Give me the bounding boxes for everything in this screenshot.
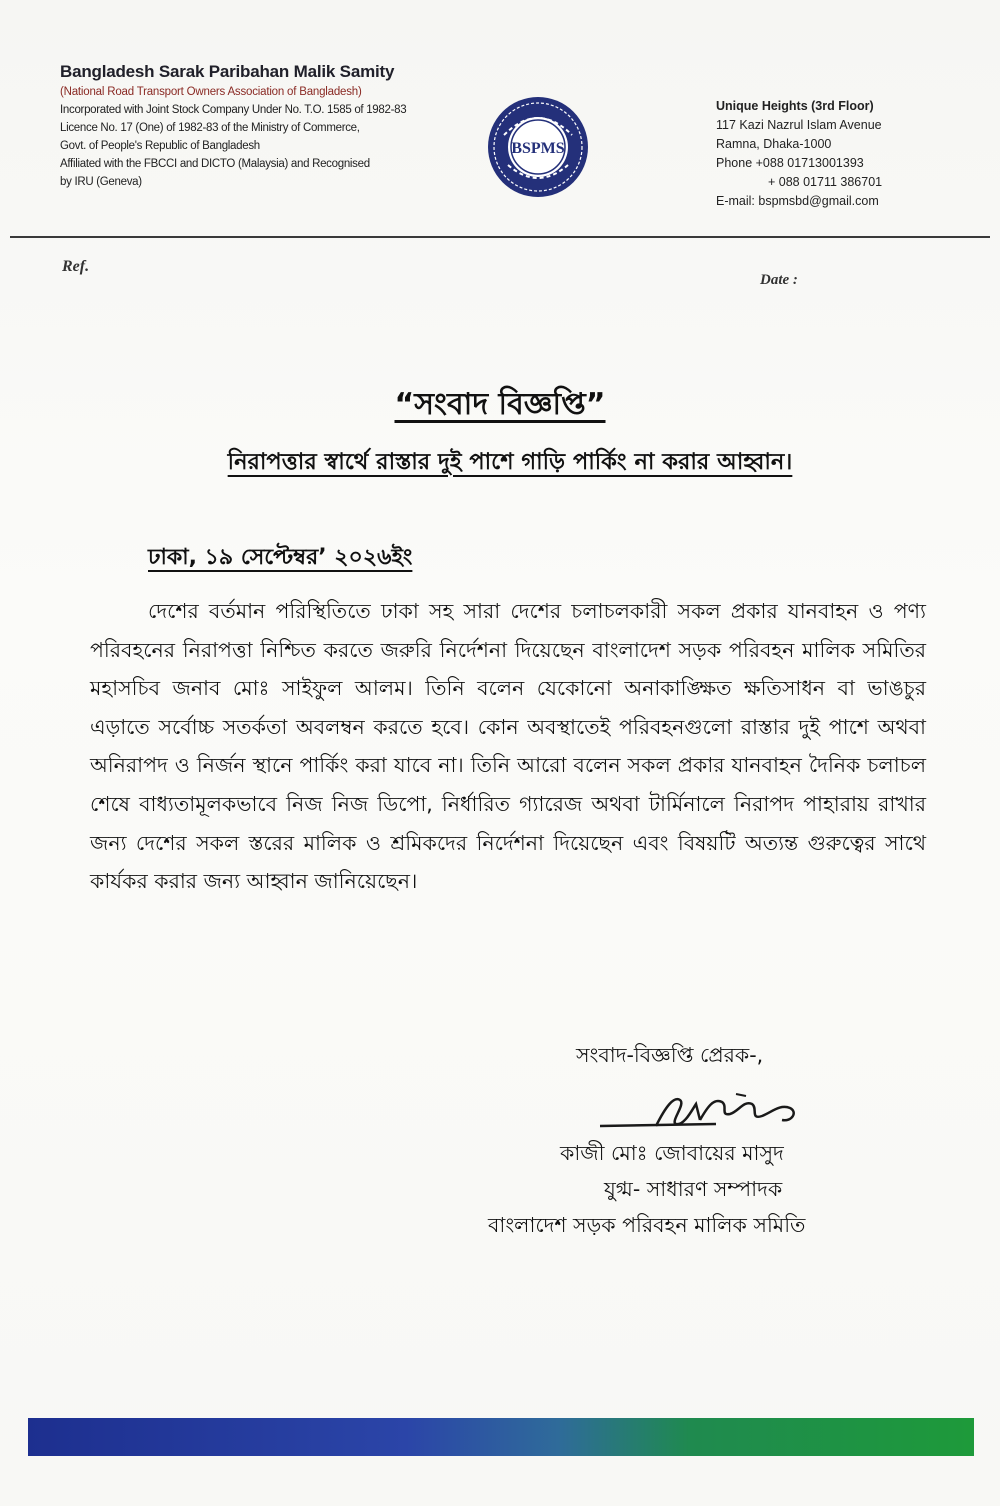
signatory-organization: বাংলাদেশ সড়ক পরিবহন মালিক সমিতি	[488, 1213, 806, 1237]
address-street: 117 Kazi Nazrul Islam Avenue	[716, 118, 882, 132]
press-release-subject: নিরাপত্তার স্বার্থে রাস্তার দুই পাশে গাড়ি পার্কিং না করার আহ্বান।	[227, 449, 793, 475]
org-licence-line: Licence No. 17 (One) of 1982-83 of the Ministry of Commerce,	[60, 122, 360, 134]
press-release-body: দেশের বর্তমান পরিস্থিতিতে ঢাকা সহ সারা দেশের চলাচলকারী সকল প্রকার যানবাহন ও পণ্য পরিবহনের নিরাপত্তা নিশ্চিত করতে জরুরি নির্দেশনা দিয়েছেন বাংলাদেশ সড়ক পরিবহন মালিক সমিতির মহাসচিব জনাব মোঃ সাইফুল আলম। তিনি বলেন যেকোনো অনাকাঙ্ক্ষিত ক্ষতিসাধন বা ভাঙচুর এড়াতে সর্বোচ্চ সতর্কতা অবলম্বন করতে হবে। কোন অবস্থাতেই পরিবহনগুলো রাস্তার দুই পাশে অথবা অনিরাপদ ও নির্জন স্থানে পার্কিং করা যাবে না। তিনি আরো বলেন সকল প্রকার যানবাহন দৈনিক চলাচল শেষে বাধ্যতামূলকভাবে নিজ নিজ ডিপো, নির্ধারিত গ্যারেজ অথবা টার্মিনালে নিরাপদ পাহারায় রাখার জন্য দেশের সকল স্তরের মালিক ও শ্রমিকদের নির্দেশনা দিয়েছেন এবং বিষয়টি অত্যন্ত গুরুত্বের সাথে কার্যকর করার জন্য আহ্বান জানিয়েছেন।	[90, 599, 926, 894]
ref-label: Ref.	[62, 258, 90, 275]
footer-color-band	[28, 1418, 974, 1456]
bspms-seal-icon	[486, 95, 590, 199]
org-incorporation-line: Incorporated with Joint Stock Company Under No. T.O. 1585 of 1982-83	[60, 104, 407, 116]
address-building: Unique Heights (3rd Floor)	[716, 99, 874, 113]
address-phone-1: Phone +088 01713001393	[716, 156, 864, 170]
letterhead-org-block	[60, 62, 480, 193]
letterhead-address-block	[716, 98, 976, 212]
signature-scribble-icon	[596, 1086, 806, 1134]
date-label: Date :	[760, 272, 798, 288]
org-name: Bangladesh Sarak Paribahan Malik Samity	[60, 62, 395, 81]
bspms-logo	[486, 95, 590, 199]
address-email: E-mail: bspmsbd@gmail.com	[716, 194, 879, 208]
letterhead-divider	[10, 236, 990, 238]
org-affiliation-line: Affiliated with the FBCCI and DICTO (Malaysia) and Recognised	[60, 158, 370, 170]
press-release-title	[0, 380, 1000, 431]
svg-text:BSPMS: BSPMS	[511, 140, 565, 157]
org-govt-line: Govt. of People's Republic of Bangladesh	[60, 140, 260, 152]
press-release-title-text: “সংবাদ বিজ্ঞপ্তি”	[394, 387, 606, 422]
signature-sender-label: সংবাদ-বিজ্ঞপ্তি প্রেরক-,	[576, 1043, 764, 1067]
handwritten-signature	[596, 1086, 806, 1134]
address-area: Ramna, Dhaka-1000	[716, 137, 832, 151]
signatory-name: কাজী মোঃ জোবায়ের মাসুদ	[560, 1141, 784, 1165]
address-phone-2: + 088 01711 386701	[768, 175, 883, 189]
org-recognition-line: by IRU (Geneva)	[60, 176, 142, 188]
org-subtitle: (National Road Transport Owners Association of Bangladesh)	[60, 86, 362, 98]
dateline: ঢাকা, ১৯ সেপ্টেম্বর’ ২০২৬ইং	[148, 545, 413, 570]
signatory-designation: যুগ্ম- সাধারণ সম্পাদক	[604, 1177, 783, 1201]
